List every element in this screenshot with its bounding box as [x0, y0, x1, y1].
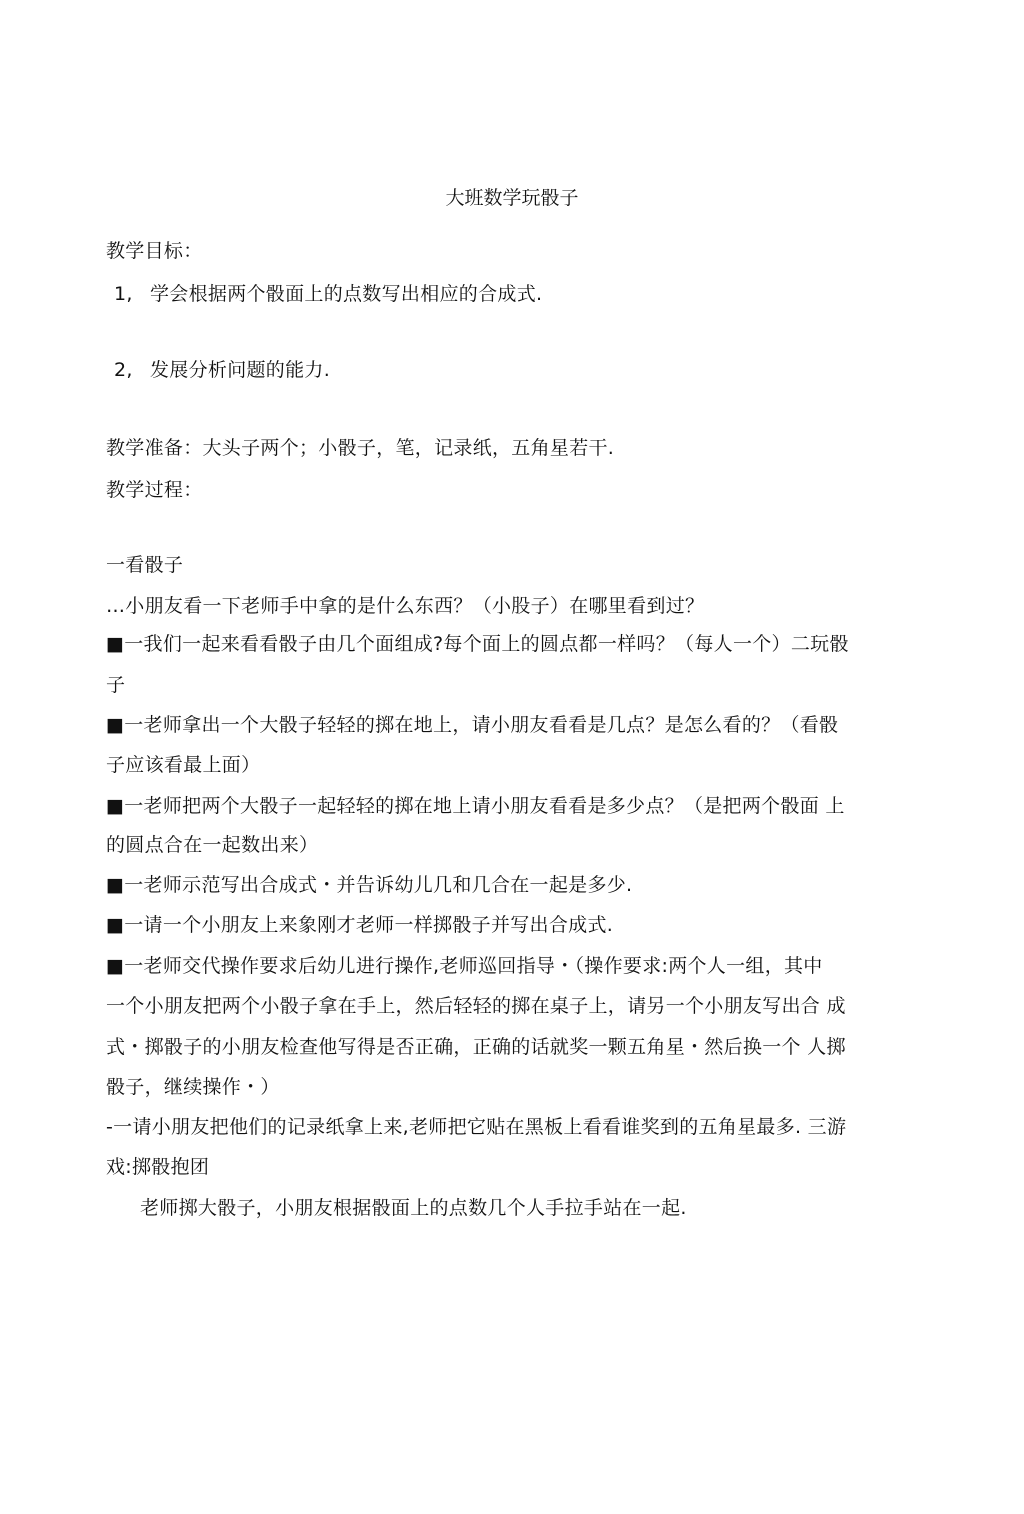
- objectives-heading: 教学目标：: [106, 240, 203, 262]
- objective-text: 发展分析问题的能力.: [150, 359, 331, 381]
- objective-item-2: [114, 358, 934, 382]
- body-line: 式・掷骰子的小朋友检查他写得是否正确，正确的话就奖一颗五角星・然后换一个 人掷: [106, 1036, 846, 1058]
- body-line: -一请小朋友把他们的记录纸拿上来,老师把它贴在黑板上看看谁奖到的五角星最多. 三游: [106, 1116, 847, 1138]
- body-line: 子: [106, 674, 126, 696]
- objective-number: 2,: [114, 359, 133, 381]
- body-line: 骰子，继续操作・）: [106, 1076, 280, 1098]
- body-line: ■一老师把两个大骰子一起轻轻的掷在地上请小朋友看看是多少点？（是把两个骰面 上: [106, 795, 845, 817]
- preparation-line: 教学准备：大头子两个；小骰子，笔，记录纸，五角星若干.: [106, 437, 615, 459]
- objective-item-1: [114, 282, 934, 306]
- body-line: ■一老师拿出一个大骰子轻轻的掷在地上，请小朋友看看是几点？是怎么看的？（看骰: [106, 714, 839, 736]
- objective-text: 学会根据两个骰面上的点数写出相应的合成式.: [150, 283, 543, 305]
- body-line: ■一请一个小朋友上来象刚才老师一样掷骰子并写出合成式.: [106, 914, 614, 936]
- body-line: ■一老师示范写出合成式・并告诉幼儿几和几合在一起是多少.: [106, 874, 633, 896]
- process-heading: 教学过程：: [106, 479, 203, 501]
- body-line: …小朋友看一下老师手中拿的是什么东西？（小股子）在哪里看到过？: [106, 595, 705, 617]
- body-line: 子应该看最上面）: [106, 754, 261, 776]
- document-title: 大班数学玩骰子: [445, 187, 579, 209]
- body-line: 戏:掷骰抱团: [106, 1156, 210, 1178]
- body-line: ■一老师交代操作要求后幼儿进行操作,老师巡回指导・（操作要求:两个人一组，其中: [106, 955, 823, 977]
- body-line: 的圆点合在一起数出来）: [106, 834, 319, 856]
- body-line: 一看骰子: [106, 554, 184, 576]
- body-line: ■一我们一起来看看骰子由几个面组成?每个面上的圆点都一样吗？（每人一个）二玩骰: [106, 633, 849, 655]
- objective-number: 1,: [114, 283, 133, 305]
- body-line: 一个小朋友把两个小骰子拿在手上，然后轻轻的掷在桌子上，请另一个小朋友写出合 成: [106, 995, 846, 1017]
- closing-line: 老师掷大骰子，小朋友根据骰面上的点数几个人手拉手站在一起.: [140, 1197, 687, 1219]
